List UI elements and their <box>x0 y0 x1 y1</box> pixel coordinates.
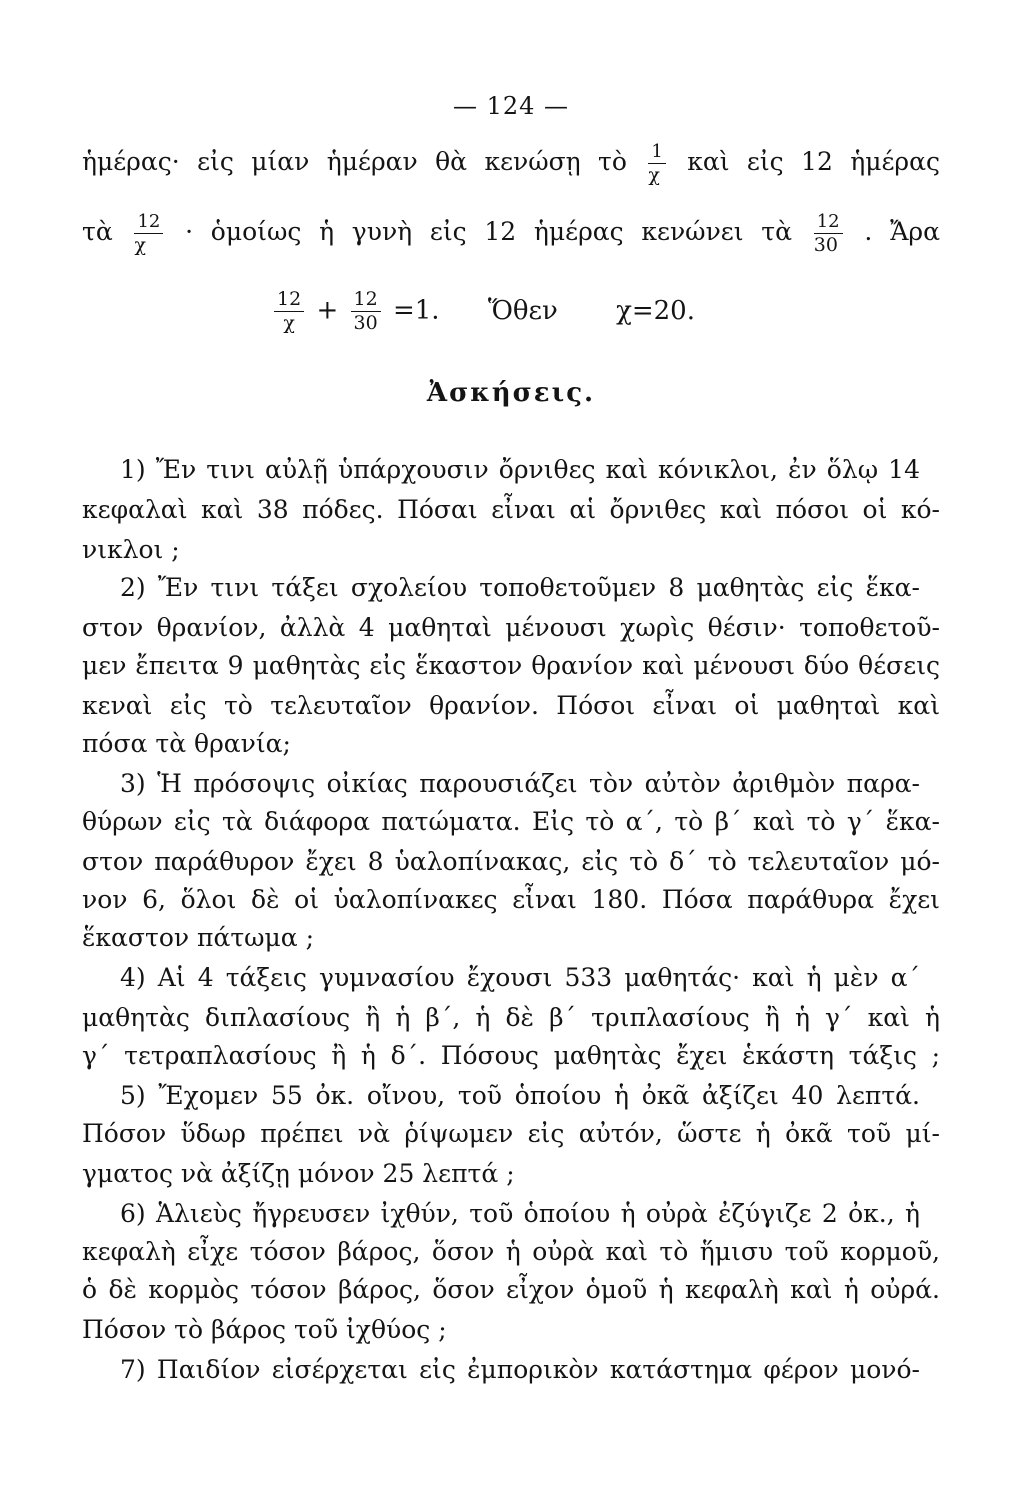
fraction-numerator: 12 <box>274 290 304 312</box>
exercise-line: Πόσον ὕδωρ πρέπει νὰ ῥίψωμεν εἰς αὐτόν, ὥστε ἡ ὀκᾶ τοῦ μί- <box>82 1119 940 1148</box>
fraction-numerator: 12 <box>134 213 163 234</box>
equation-rest: =1. <box>392 295 440 326</box>
exercise-line: 6) Ἁλιεὺς ἤγρευσεν ἰχθύν, τοῦ ὁποίου ἡ οὐρὰ ἐζύγιζε 2 ὀκ., ἡ <box>120 1199 920 1228</box>
fraction-denominator: χ <box>283 312 295 334</box>
intro-text: · ὁμοίως ἡ γυνὴ εἰς 12 ἡμέρας κενώνει τὰ <box>185 217 792 246</box>
exercise-line: νον 6, ὅλοι δὲ οἱ ὑαλοπίνακες εἶναι 180. Πόσα παράθυρα ἔχει <box>82 885 940 914</box>
exercise-line: 1) Ἔν τινι αὐλῇ ὑπάρχουσιν ὄρνιθες καὶ κόνικλοι, ἐν ὅλῳ 14 <box>120 455 920 484</box>
fraction <box>648 140 665 186</box>
intro-text: καὶ εἰς 12 ἡμέρας <box>687 147 941 176</box>
equation-result: χ=20. <box>616 295 695 326</box>
fraction <box>813 210 843 256</box>
exercise-line: 7) Παιδίον εἰσέρχεται εἰς ἐμπορικὸν κατάστημα φέρον μονό- <box>120 1355 920 1384</box>
equation <box>270 290 695 333</box>
exercise-line: στον παράθυρον ἔχει 8 ὑαλοπίνακας, εἰς τὸ δ΄ τὸ τελευταῖον μό- <box>82 847 940 876</box>
fraction-denominator: χ <box>648 163 660 186</box>
fraction <box>134 210 163 256</box>
intro-text: ἡμέρας· εἰς μίαν ἡμέραν θὰ κενώσῃ τὸ <box>82 147 627 176</box>
fraction <box>351 290 381 333</box>
fraction-denominator: χ <box>134 233 146 256</box>
fraction-numerator: 12 <box>814 213 843 234</box>
plus-sign: + <box>316 295 339 326</box>
exercise-line: κεφαλὴ εἶχε τόσον βάρος, ὅσον ἡ οὐρὰ καὶ τὸ ἥμισυ τοῦ κορμοῦ, <box>82 1237 940 1266</box>
section-heading: Ἀσκήσεις. <box>426 378 596 408</box>
exercise-line: στον θρανίον, ἀλλὰ 4 μαθηταὶ μένουσι χωρὶς θέσιν· τοποθετοῦ- <box>82 613 940 642</box>
hence-word: Ὅθεν <box>487 295 558 326</box>
exercise-line: μεν ἔπειτα 9 μαθητὰς εἰς ἕκαστον θρανίον καὶ μένουσι δύο θέσεις <box>82 651 940 680</box>
exercise-line: θύρων εἰς τὰ διάφορα πατώματα. Εἰς τὸ α΄, τὸ β΄ καὶ τὸ γ΄ ἕκα- <box>82 807 940 836</box>
exercise-line: 4) Αἱ 4 τάξεις γυμνασίου ἔχουσι 533 μαθητάς· καὶ ἡ μὲν α΄ <box>120 963 920 992</box>
intro-line-1 <box>82 142 940 185</box>
exercise-line: Πόσον τὸ βάρος τοῦ ἰχθύος ; <box>82 1315 447 1344</box>
exercise-line: 3) Ἡ πρόσοψις οἰκίας παρουσιάζει τὸν αὐτὸν ἀριθμὸν παρα- <box>120 769 920 798</box>
exercise-line: ἕκαστον πάτωμα ; <box>82 923 315 952</box>
exercise-line: μαθητὰς διπλασίους ἢ ἡ β΄, ἡ δὲ β΄ τριπλασίους ἢ ἡ γ΄ καὶ ἡ <box>82 1003 940 1032</box>
exercise-line: νικλοι ; <box>82 535 180 564</box>
fraction-numerator: 12 <box>351 290 381 312</box>
exercise-line: κεναὶ εἰς τὸ τελευταῖον θρανίον. Πόσοι εἶναι οἱ μαθηταὶ καὶ <box>82 691 940 720</box>
exercise-line: 5) Ἔχομεν 55 ὀκ. οἴνου, τοῦ ὁποίου ἡ ὀκᾶ ἀξίζει 40 λεπτά. <box>120 1081 920 1110</box>
fraction-denominator: 30 <box>353 312 378 334</box>
exercise-line: κεφαλαὶ καὶ 38 πόδες. Πόσαι εἶναι αἱ ὄρνιθες καὶ πόσοι οἱ κό- <box>82 495 940 524</box>
fraction-numerator: 1 <box>648 143 665 164</box>
intro-line-2 <box>82 212 940 255</box>
page-number: — 124 — <box>452 92 570 120</box>
intro-text: τὰ <box>82 217 113 246</box>
intro-text: . Ἄρα <box>864 217 941 246</box>
exercise-line: 2) Ἔν τινι τάξει σχολείου τοποθετοῦμεν 8 μαθητὰς εἰς ἕκα- <box>120 573 920 602</box>
exercise-line: ὁ δὲ κορμὸς τόσον βάρος, ὅσον εἶχον ὁμοῦ ἡ κεφαλὴ καὶ ἡ οὐρά. <box>82 1275 940 1304</box>
exercise-line: πόσα τὰ θρανία; <box>82 729 291 758</box>
fraction <box>274 290 304 333</box>
exercise-line: γματος νὰ ἀξίζῃ μόνον 25 λεπτά ; <box>82 1159 515 1188</box>
exercise-line: γ΄ τετραπλασίους ἢ ἡ δ΄. Πόσους μαθητὰς ἔχει ἑκάστη τάξις ; <box>82 1041 940 1070</box>
fraction-denominator: 30 <box>813 233 838 256</box>
